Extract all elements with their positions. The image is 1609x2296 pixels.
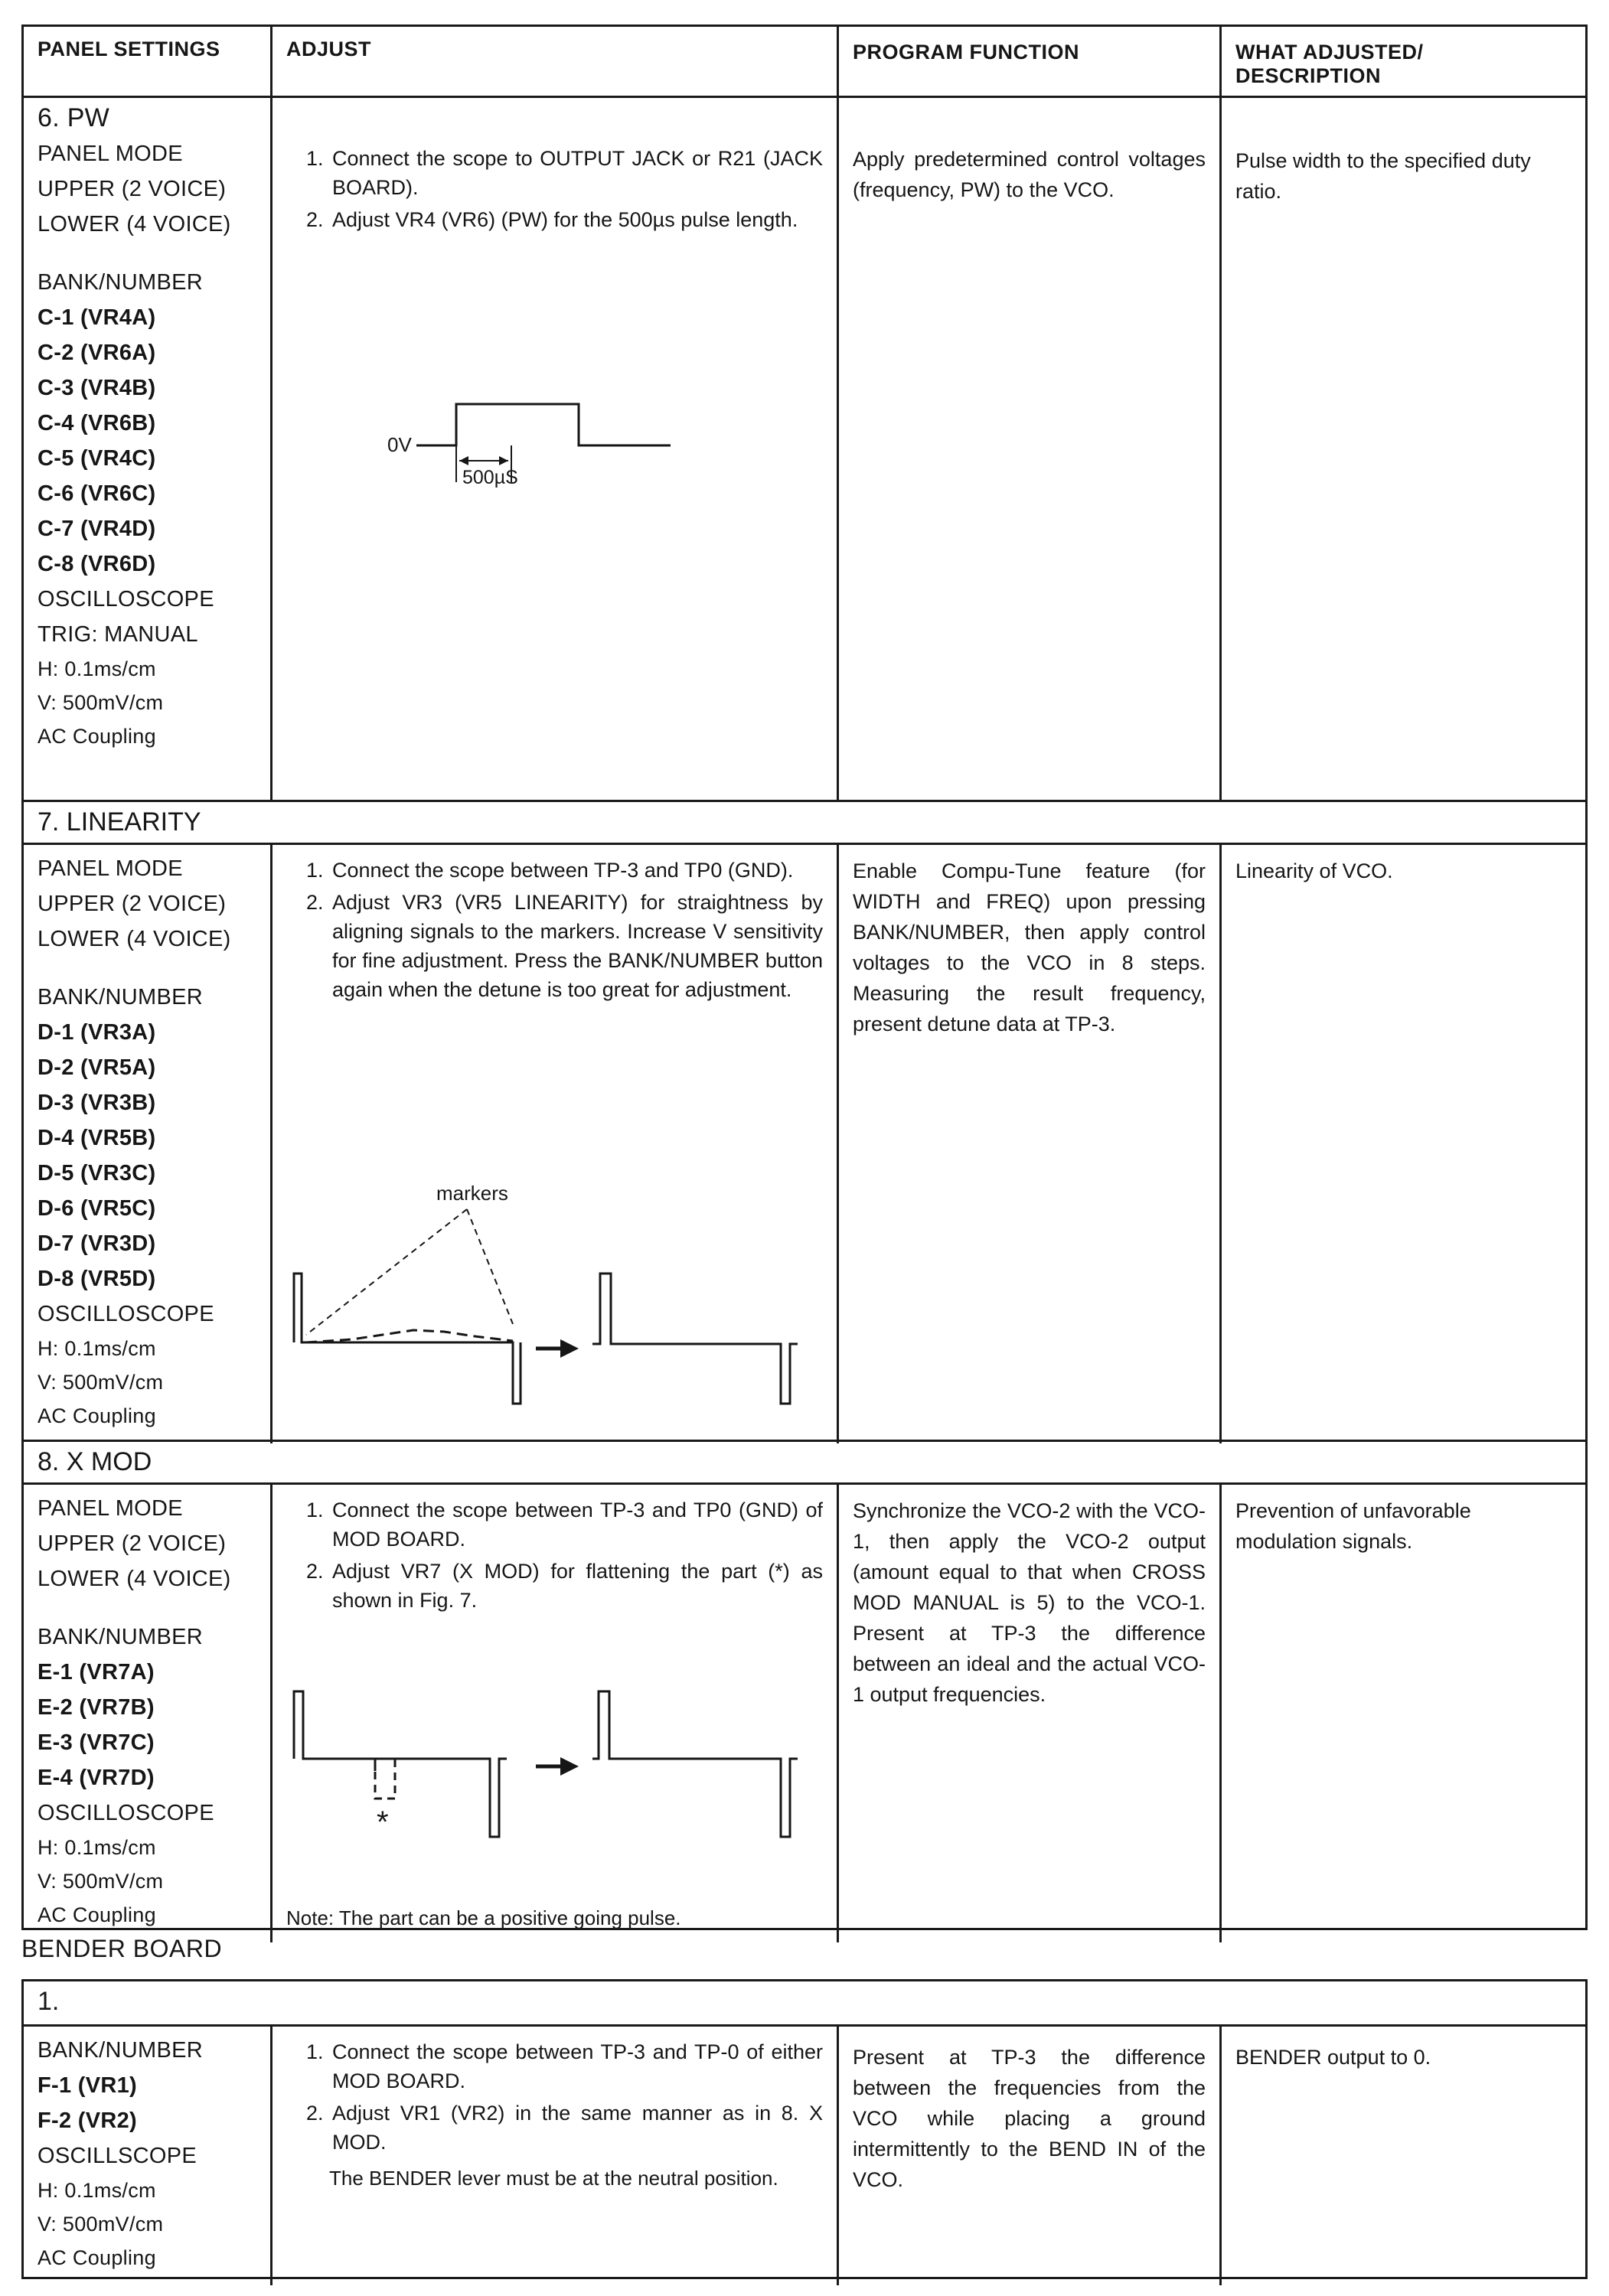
xmod-scope-ac: AC Coupling xyxy=(38,1903,156,1926)
xmod-bank-item: E-3 (VR7C) xyxy=(38,1730,155,1755)
linearity-bank-item: D-8 (VR5D) xyxy=(38,1267,156,1291)
xmod-step-1: 1. Connect the scope between TP-3 and TP0 (GND) of MOD BOARD. xyxy=(329,1495,823,1554)
linearity-bank-item: D-3 (VR3B) xyxy=(38,1091,156,1115)
linearity-bank-item: D-1 (VR3A) xyxy=(38,1020,156,1045)
pw-bank-item: C-8 (VR6D) xyxy=(38,552,156,576)
pw-step-2: 2. Adjust VR4 (VR6) (PW) for the 500µs pulse length. xyxy=(329,205,823,234)
table-header-row xyxy=(24,27,1585,96)
xmod-description xyxy=(1219,1485,1585,1942)
bender-function xyxy=(837,2027,1219,2285)
pw-panel-settings xyxy=(24,98,270,800)
xmod-upper: UPPER (2 VOICE) xyxy=(38,1531,227,1556)
pw-scope-v: V: 500mV/cm xyxy=(38,691,164,714)
xmod-scope-h: H: 0.1ms/cm xyxy=(38,1836,156,1859)
pw-step-1: 1. Connect the scope to OUTPUT JACK or R21 (JACK BOARD). xyxy=(329,144,823,202)
linearity-bank-title: BANK/NUMBER xyxy=(38,985,203,1009)
linearity-function-text: Enable Compu-Tune feature (for WIDTH and FREQ) upon pressing BANK/NUMBER, then apply control voltages to the VCO in 8 steps. Measuring the result frequency, present detune data at TP-3. xyxy=(853,859,1206,1035)
pw-bank-item: C-4 (VR6B) xyxy=(38,411,156,435)
section-linearity-title-row xyxy=(24,800,1585,843)
header-what-adjusted-line1: WHAT ADJUSTED/ xyxy=(1235,41,1424,64)
xmod-panel-settings xyxy=(24,1485,270,1942)
linearity-waveform-figure xyxy=(283,1182,834,1442)
linearity-description-text: Linearity of VCO. xyxy=(1235,859,1393,882)
bender-panel-settings xyxy=(24,2027,270,2285)
linearity-bank-item: D-2 (VR5A) xyxy=(38,1055,156,1080)
pw-pulse-figure xyxy=(380,396,701,550)
bender-step-2: 2. Adjust VR1 (VR2) in the same manner as in 8. X MOD. xyxy=(329,2099,823,2157)
linearity-panel-mode: PANEL MODE xyxy=(38,856,183,881)
pw-description-text: Pulse width to the specified duty ratio. xyxy=(1235,149,1531,203)
linearity-bank-item: D-7 (VR3D) xyxy=(38,1231,156,1256)
linearity-bank-item: D-6 (VR5C) xyxy=(38,1196,156,1221)
linearity-bank-item: D-4 (VR5B) xyxy=(38,1126,156,1150)
linearity-step-2: 2. Adjust VR3 (VR5 LINEARITY) for straightness by aligning signals to the markers. Increase V sensitivity for fine adjustment. Press the BANK/NUMBER button again when the detune is too great for adjustment. xyxy=(329,888,823,1004)
xmod-function xyxy=(837,1485,1219,1942)
section-linearity-row xyxy=(24,843,1585,1440)
bender-steps xyxy=(286,2037,823,2157)
linearity-bank-item: D-5 (VR3C) xyxy=(38,1161,156,1186)
xmod-bank-item: E-4 (VR7D) xyxy=(38,1766,155,1790)
linearity-scope-h: H: 0.1ms/cm xyxy=(38,1337,156,1360)
pw-fig-0v-label: 0V xyxy=(387,433,412,456)
linearity-function xyxy=(837,845,1219,1443)
xmod-fig-star: * xyxy=(377,1805,389,1839)
linearity-scope: OSCILLOSCOPE xyxy=(38,1302,214,1326)
bender-bank-title: BANK/NUMBER xyxy=(38,2038,203,2063)
pw-steps xyxy=(286,144,823,234)
pw-bank-title: BANK/NUMBER xyxy=(38,270,203,295)
header-adjust: ADJUST xyxy=(270,27,837,99)
linearity-description xyxy=(1219,845,1585,1443)
pw-upper: UPPER (2 VOICE) xyxy=(38,177,227,201)
header-what-adjusted xyxy=(1219,27,1585,99)
pw-fig-width-label: 500µS xyxy=(462,467,518,488)
bender-bank-item: F-2 (VR2) xyxy=(38,2108,137,2133)
xmod-scope: OSCILLOSCOPE xyxy=(38,1801,214,1825)
bender-scope: OSCILLSCOPE xyxy=(38,2144,197,2168)
section-xmod-row xyxy=(24,1482,1585,1932)
linearity-lower: LOWER (4 VOICE) xyxy=(38,927,231,951)
bender-description-text: BENDER output to 0. xyxy=(1235,2046,1431,2069)
xmod-adjust xyxy=(270,1485,837,1942)
linearity-adjust xyxy=(270,845,837,1443)
xmod-bank-item: E-2 (VR7B) xyxy=(38,1695,155,1720)
pw-bank-item: C-2 (VR6A) xyxy=(38,341,156,365)
bender-board-label: BENDER BOARD xyxy=(21,1935,223,1962)
pw-adjust xyxy=(270,98,837,800)
xmod-bank-title: BANK/NUMBER xyxy=(38,1625,203,1649)
pw-scope-trig: TRIG: MANUAL xyxy=(38,622,198,647)
pw-scope-ac: AC Coupling xyxy=(38,725,156,748)
bender-function-text: Present at TP-3 the difference between the frequencies from the VCO while placing a ground intermittently to the BEND IN of the VCO. xyxy=(853,2046,1206,2191)
bender-step-1: 1. Connect the scope between TP-3 and TP-0 of either MOD BOARD. xyxy=(329,2037,823,2095)
linearity-steps xyxy=(286,856,823,1004)
xmod-steps xyxy=(286,1495,823,1615)
xmod-scope-v: V: 500mV/cm xyxy=(38,1870,164,1893)
xmod-note: Note: The part can be a positive going pulse. xyxy=(286,1906,681,1929)
bender-title-row xyxy=(24,1981,1585,2024)
section-xmod-title-row xyxy=(24,1440,1585,1482)
pw-scope-h: H: 0.1ms/cm xyxy=(38,657,156,680)
linearity-upper: UPPER (2 VOICE) xyxy=(38,892,227,916)
pw-bank-item: C-6 (VR6C) xyxy=(38,481,156,506)
xmod-description-text: Prevention of unfavorable modulation signals. xyxy=(1235,1499,1471,1553)
xmod-step-2: 2. Adjust VR7 (X MOD) for flattening the part (*) as shown in Fig. 7. xyxy=(329,1557,823,1615)
pw-lower: LOWER (4 VOICE) xyxy=(38,212,231,236)
bender-title: 1. xyxy=(38,1987,60,2016)
pw-panel-mode: PANEL MODE xyxy=(38,142,183,166)
xmod-function-text: Synchronize the VCO-2 with the VCO-1, then apply the VCO-2 output (amount equal to that when CROSS MOD MANUAL is 5) to the VCO-1. Present at TP-3 the difference between an ideal and the actual VCO-1 output frequencies. xyxy=(853,1499,1206,1706)
bender-scope-v: V: 500mV/cm xyxy=(38,2213,164,2236)
pw-scope: OSCILLOSCOPE xyxy=(38,587,214,612)
bender-scope-h: H: 0.1ms/cm xyxy=(38,2179,156,2202)
pw-function-text: Apply predetermined control voltages (frequency, PW) to the VCO. xyxy=(853,148,1206,201)
xmod-title: 8. X MOD xyxy=(38,1447,152,1476)
linearity-fig-markers-label: markers xyxy=(436,1182,508,1205)
bender-adjust xyxy=(270,2027,837,2285)
linearity-panel-settings xyxy=(24,845,270,1443)
pw-bank-item: C-3 (VR4B) xyxy=(38,376,156,400)
adjustment-table xyxy=(21,24,1588,1930)
linearity-scope-v: V: 500mV/cm xyxy=(38,1371,164,1394)
xmod-lower: LOWER (4 VOICE) xyxy=(38,1567,231,1591)
header-panel-settings: PANEL SETTINGS xyxy=(38,38,220,60)
bender-table xyxy=(21,1979,1588,2279)
header-what-adjusted-line2: DESCRIPTION xyxy=(1235,64,1382,87)
pw-bank-item: C-5 (VR4C) xyxy=(38,446,156,471)
section-pw-row xyxy=(24,96,1585,800)
xmod-panel-mode: PANEL MODE xyxy=(38,1496,183,1521)
bender-row xyxy=(24,2024,1585,2277)
linearity-step-1: 1. Connect the scope between TP-3 and TP0 (GND). xyxy=(329,856,823,885)
pw-title: 6. PW xyxy=(38,103,110,132)
linearity-title: 7. LINEARITY xyxy=(38,807,201,837)
bender-note: The BENDER lever must be at the neutral position. xyxy=(329,2167,778,2190)
bender-description xyxy=(1219,2027,1585,2285)
linearity-scope-ac: AC Coupling xyxy=(38,1404,156,1427)
pw-bank-item: C-1 (VR4A) xyxy=(38,305,156,330)
header-program-function: PROGRAM FUNCTION xyxy=(837,27,1219,99)
bender-bank-item: F-1 (VR1) xyxy=(38,2073,137,2098)
pw-function xyxy=(837,98,1219,800)
xmod-bank-item: E-1 (VR7A) xyxy=(38,1660,155,1684)
xmod-waveform-figure xyxy=(283,1676,834,1860)
pw-bank-item: C-7 (VR4D) xyxy=(38,517,156,541)
pw-description xyxy=(1219,98,1585,800)
bender-scope-ac: AC Coupling xyxy=(38,2246,156,2269)
